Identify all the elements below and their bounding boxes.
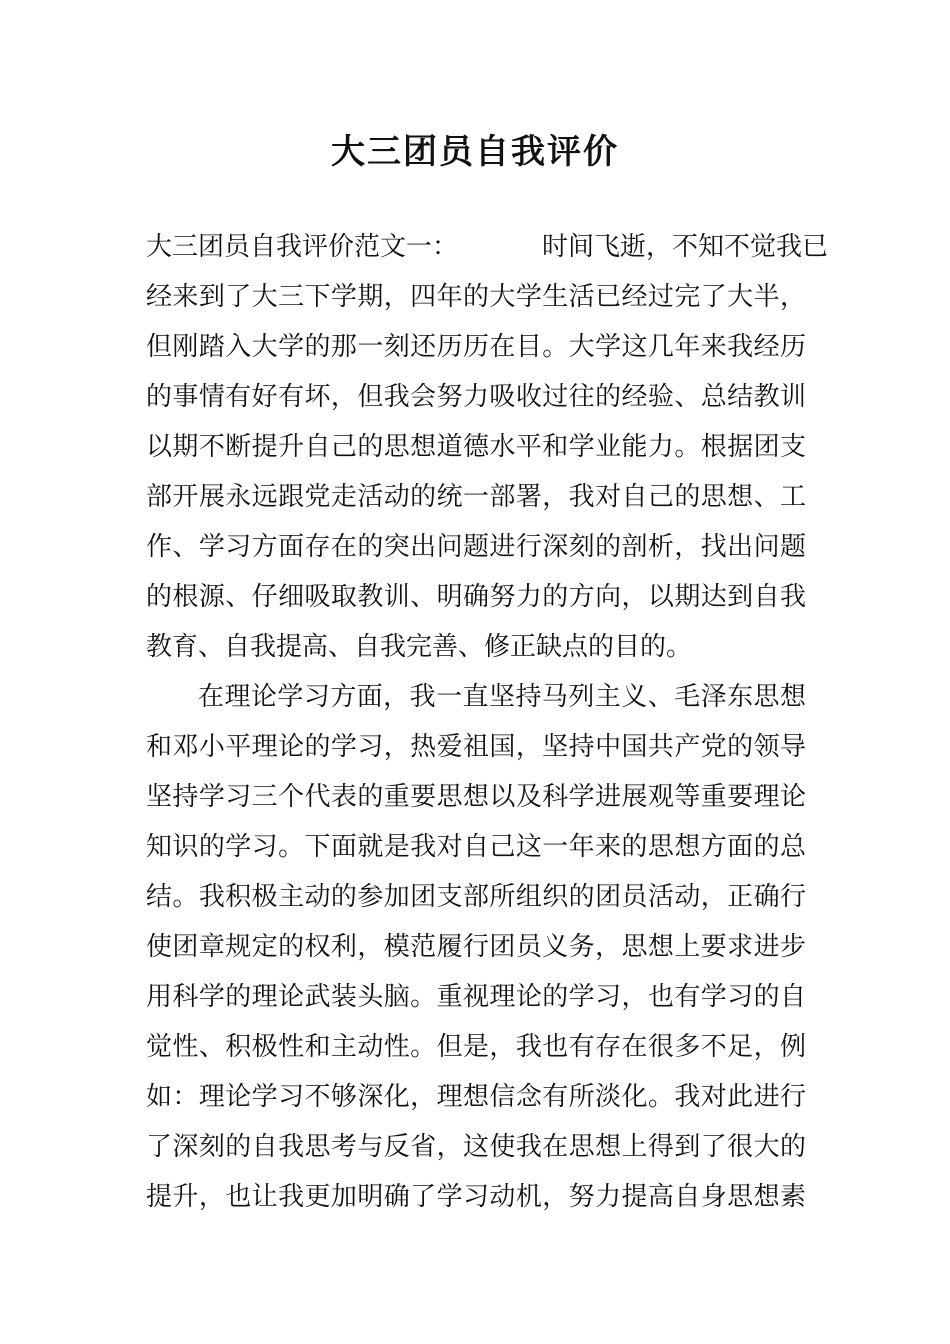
paragraph-line: 以期不断提升自己的思想道德水平和学业能力。根据团支 [146,432,806,462]
paragraph-line: 的事情有好有坏，但我会努力吸收过往的经验、总结教训 [146,382,806,412]
paragraph-line: 的根源、仔细吸取教训、明确努力的方向，以期达到自我 [146,582,806,612]
paragraph-line: 用科学的理论武装头脑。重视理论的学习，也有学习的自 [146,982,806,1012]
document-body [146,222,829,1222]
paragraph-line: 觉性、积极性和主动性。但是，我也有存在很多不足，例 [146,1032,806,1062]
document-title: 大三团员自我评价 [331,132,619,172]
paragraph-line: 部开展永远跟党走活动的统一部署，我对自己的思想、工 [146,482,806,512]
section-heading: 大三团员自我评价范文一： [146,232,459,262]
paragraph-line: 作、学习方面存在的突出问题进行深刻的剖析，找出问题 [146,532,806,562]
paragraph-line: 教育、自我提高、自我完善、修正缺点的目的。 [146,632,693,662]
paragraph-line [146,222,829,272]
paragraph-line-text: 时间飞逝，不知不觉我已 [542,232,829,262]
paragraph-line: 和邓小平理论的学习，热爱祖国，坚持中国共产党的领导 [146,732,806,762]
paragraph-line: 坚持学习三个代表的重要思想以及科学进展观等重要理论 [146,782,806,812]
paragraph-line: 了深刻的自我思考与反省，这使我在思想上得到了很大的 [146,1132,806,1162]
paragraph-line: 知识的学习。下面就是我对自己这一年来的思想方面的总 [146,832,806,862]
paragraph-line: 使团章规定的权利，模范履行团员义务，思想上要求进步 [146,932,806,962]
paragraph-1 [146,222,829,672]
paragraph-line: 在理论学习方面，我一直坚持马列主义、毛泽东思想 [198,682,806,712]
paragraph-2 [146,672,806,1222]
paragraph-line: 如：理论学习不够深化，理想信念有所淡化。我对此进行 [146,1082,806,1112]
paragraph-line: 经来到了大三下学期，四年的大学生活已经过完了大半， [146,282,806,312]
paragraph-line: 提升，也让我更加明确了学习动机，努力提高自身思想素 [146,1182,806,1212]
paragraph-line: 但刚踏入大学的那一刻还历历在目。大学这几年来我经历 [146,332,806,362]
paragraph-line: 结。我积极主动的参加团支部所组织的团员活动，正确行 [146,882,806,912]
